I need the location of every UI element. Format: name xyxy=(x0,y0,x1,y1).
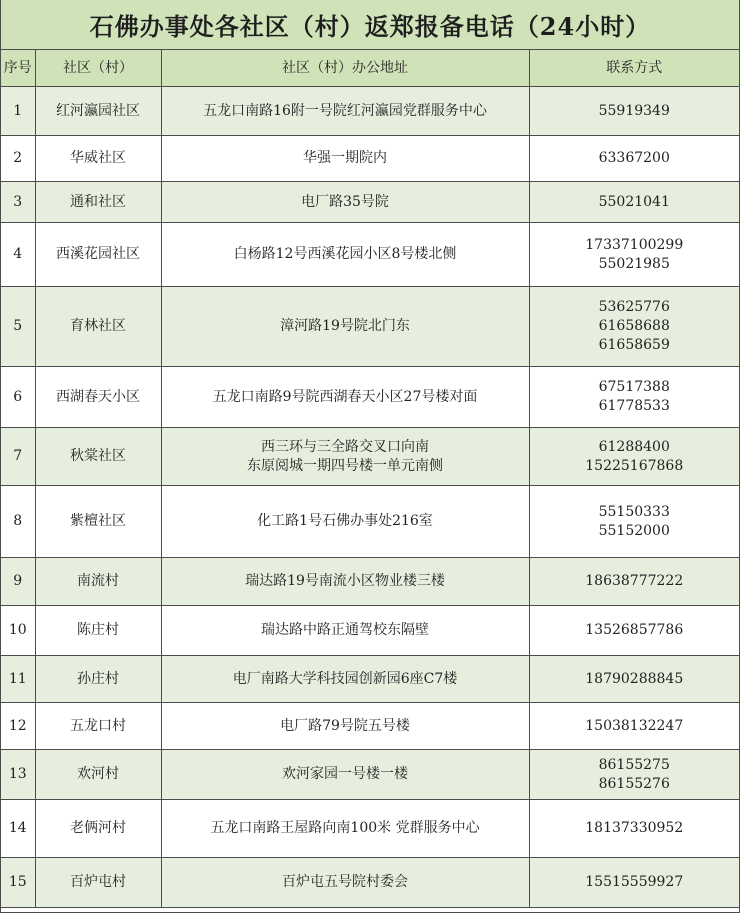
community-name: 西溪花园社区 xyxy=(35,223,161,287)
contact-phones xyxy=(529,656,739,703)
office-address xyxy=(161,182,529,223)
office-address xyxy=(161,87,529,136)
row-number: 8 xyxy=(1,486,35,558)
phone-number: 53625776 xyxy=(598,299,670,315)
community-name: 老俩河村 xyxy=(35,800,161,858)
community-name: 孙庄村 xyxy=(35,656,161,703)
office-address xyxy=(161,136,529,182)
row-number: 10 xyxy=(1,606,35,656)
contact-phones xyxy=(529,87,739,136)
office-address xyxy=(161,703,529,750)
table-row xyxy=(1,182,739,223)
sheet-title: 石佛办事处各社区（村）返郑报备电话（24小时） xyxy=(1,0,739,50)
address-line: 五龙口南路16附一号院红河瀛园党群服务中心 xyxy=(203,102,487,119)
community-name: 南流村 xyxy=(35,558,161,606)
office-address xyxy=(161,656,529,703)
office-address xyxy=(161,800,529,858)
community-name: 百炉屯村 xyxy=(35,858,161,908)
contact-phones xyxy=(529,428,739,486)
phone-number: 55919349 xyxy=(598,102,670,119)
community-name: 五龙口村 xyxy=(35,703,161,750)
address-line: 五龙口南路9号院西湖春天小区27号楼对面 xyxy=(212,388,478,405)
contact-phones xyxy=(529,858,739,908)
office-address xyxy=(161,558,529,606)
address-line: 漳河路19号院北门东 xyxy=(280,318,410,334)
community-name: 西湖春天小区 xyxy=(35,367,161,428)
header-community: 社区（村） xyxy=(35,50,161,87)
address-line: 白杨路12号西溪花园小区8号楼北侧 xyxy=(233,246,457,262)
row-number: 13 xyxy=(1,750,35,800)
contact-phones xyxy=(529,182,739,223)
office-address xyxy=(161,287,529,367)
address-line: 百炉屯五号院村委会 xyxy=(282,874,408,890)
contact-phones xyxy=(529,367,739,428)
table-row xyxy=(1,800,739,858)
table-row xyxy=(1,606,739,656)
phone-number: 61658688 xyxy=(598,318,670,334)
community-name: 秋棠社区 xyxy=(35,428,161,486)
address-line: 电厂路35号院 xyxy=(301,193,389,210)
phone-number: 55021985 xyxy=(598,255,670,272)
phone-number: 61658659 xyxy=(598,337,670,353)
row-number: 7 xyxy=(1,428,35,486)
phone-number: 86155275 xyxy=(598,756,670,773)
header-address: 社区（村）办公地址 xyxy=(161,50,529,87)
address-line: 瑞达路19号南流小区物业楼三楼 xyxy=(245,573,445,589)
phone-number: 15225167868 xyxy=(585,457,684,474)
table-row xyxy=(1,223,739,287)
phone-number: 15038132247 xyxy=(585,717,684,734)
phone-number: 15515559927 xyxy=(585,874,684,890)
community-name: 通和社区 xyxy=(35,182,161,223)
phone-number: 18790288845 xyxy=(585,670,684,687)
phone-number: 55152000 xyxy=(598,522,670,539)
community-name: 红河瀛园社区 xyxy=(35,87,161,136)
row-number: 2 xyxy=(1,136,35,182)
office-address xyxy=(161,606,529,656)
community-name: 陈庄村 xyxy=(35,606,161,656)
table-row xyxy=(1,136,739,182)
table-row xyxy=(1,87,739,136)
table-row xyxy=(1,750,739,800)
table-row xyxy=(1,428,739,486)
address-line: 欢河家园一号楼一楼 xyxy=(282,766,408,782)
table-row xyxy=(1,287,739,367)
phone-number: 63367200 xyxy=(598,150,670,166)
phone-number: 13526857786 xyxy=(585,622,684,638)
phone-number: 61778533 xyxy=(598,398,670,414)
row-number: 6 xyxy=(1,367,35,428)
address-line: 电厂南路大学科技园创新园6座C7楼 xyxy=(232,670,458,687)
contact-table xyxy=(1,50,739,908)
community-name: 华威社区 xyxy=(35,136,161,182)
table-header xyxy=(1,50,739,87)
row-number: 4 xyxy=(1,223,35,287)
contact-phones xyxy=(529,558,739,606)
row-number: 14 xyxy=(1,800,35,858)
table-row xyxy=(1,858,739,908)
address-line: 华强一期院内 xyxy=(303,150,387,166)
phone-number: 18638777222 xyxy=(585,573,684,589)
contact-phones xyxy=(529,287,739,367)
table-row xyxy=(1,367,739,428)
contact-phones xyxy=(529,800,739,858)
header-contact: 联系方式 xyxy=(529,50,739,87)
phone-number: 55150333 xyxy=(598,503,670,520)
contact-phones xyxy=(529,136,739,182)
address-line: 西三环与三全路交叉口向南 xyxy=(261,438,429,455)
community-name: 育林社区 xyxy=(35,287,161,367)
office-address xyxy=(161,486,529,558)
phone-number: 55021041 xyxy=(598,193,670,210)
contact-phones xyxy=(529,486,739,558)
table-row xyxy=(1,486,739,558)
table-row xyxy=(1,558,739,606)
office-address xyxy=(161,750,529,800)
table-body xyxy=(1,87,739,908)
table-row xyxy=(1,656,739,703)
address-line: 电厂路79号院五号楼 xyxy=(280,717,410,734)
contact-phones xyxy=(529,703,739,750)
row-number: 9 xyxy=(1,558,35,606)
address-line: 东原阅城一期四号楼一单元南侧 xyxy=(247,457,443,474)
address-line: 瑞达路中路正通驾校东隔壁 xyxy=(261,622,429,638)
office-address xyxy=(161,367,529,428)
row-number: 15 xyxy=(1,858,35,908)
phone-number: 18137330952 xyxy=(585,820,684,836)
row-number: 5 xyxy=(1,287,35,367)
header-number: 序号 xyxy=(1,50,35,87)
address-line: 化工路1号石佛办事处216室 xyxy=(257,513,433,529)
community-name: 欢河村 xyxy=(35,750,161,800)
row-number: 1 xyxy=(1,87,35,136)
office-address xyxy=(161,428,529,486)
phone-number: 17337100299 xyxy=(585,236,684,253)
office-address xyxy=(161,223,529,287)
contact-phones xyxy=(529,750,739,800)
row-number: 3 xyxy=(1,182,35,223)
phone-number: 86155276 xyxy=(598,775,670,792)
row-number: 11 xyxy=(1,656,35,703)
community-name: 紫檀社区 xyxy=(35,486,161,558)
address-line: 五龙口南路王屋路向南100米 党群服务中心 xyxy=(210,820,480,836)
phone-number: 61288400 xyxy=(598,438,670,455)
phone-number: 67517388 xyxy=(598,379,670,395)
contact-phones xyxy=(529,223,739,287)
row-number: 12 xyxy=(1,703,35,750)
office-address xyxy=(161,858,529,908)
table-row xyxy=(1,703,739,750)
contact-phones xyxy=(529,606,739,656)
